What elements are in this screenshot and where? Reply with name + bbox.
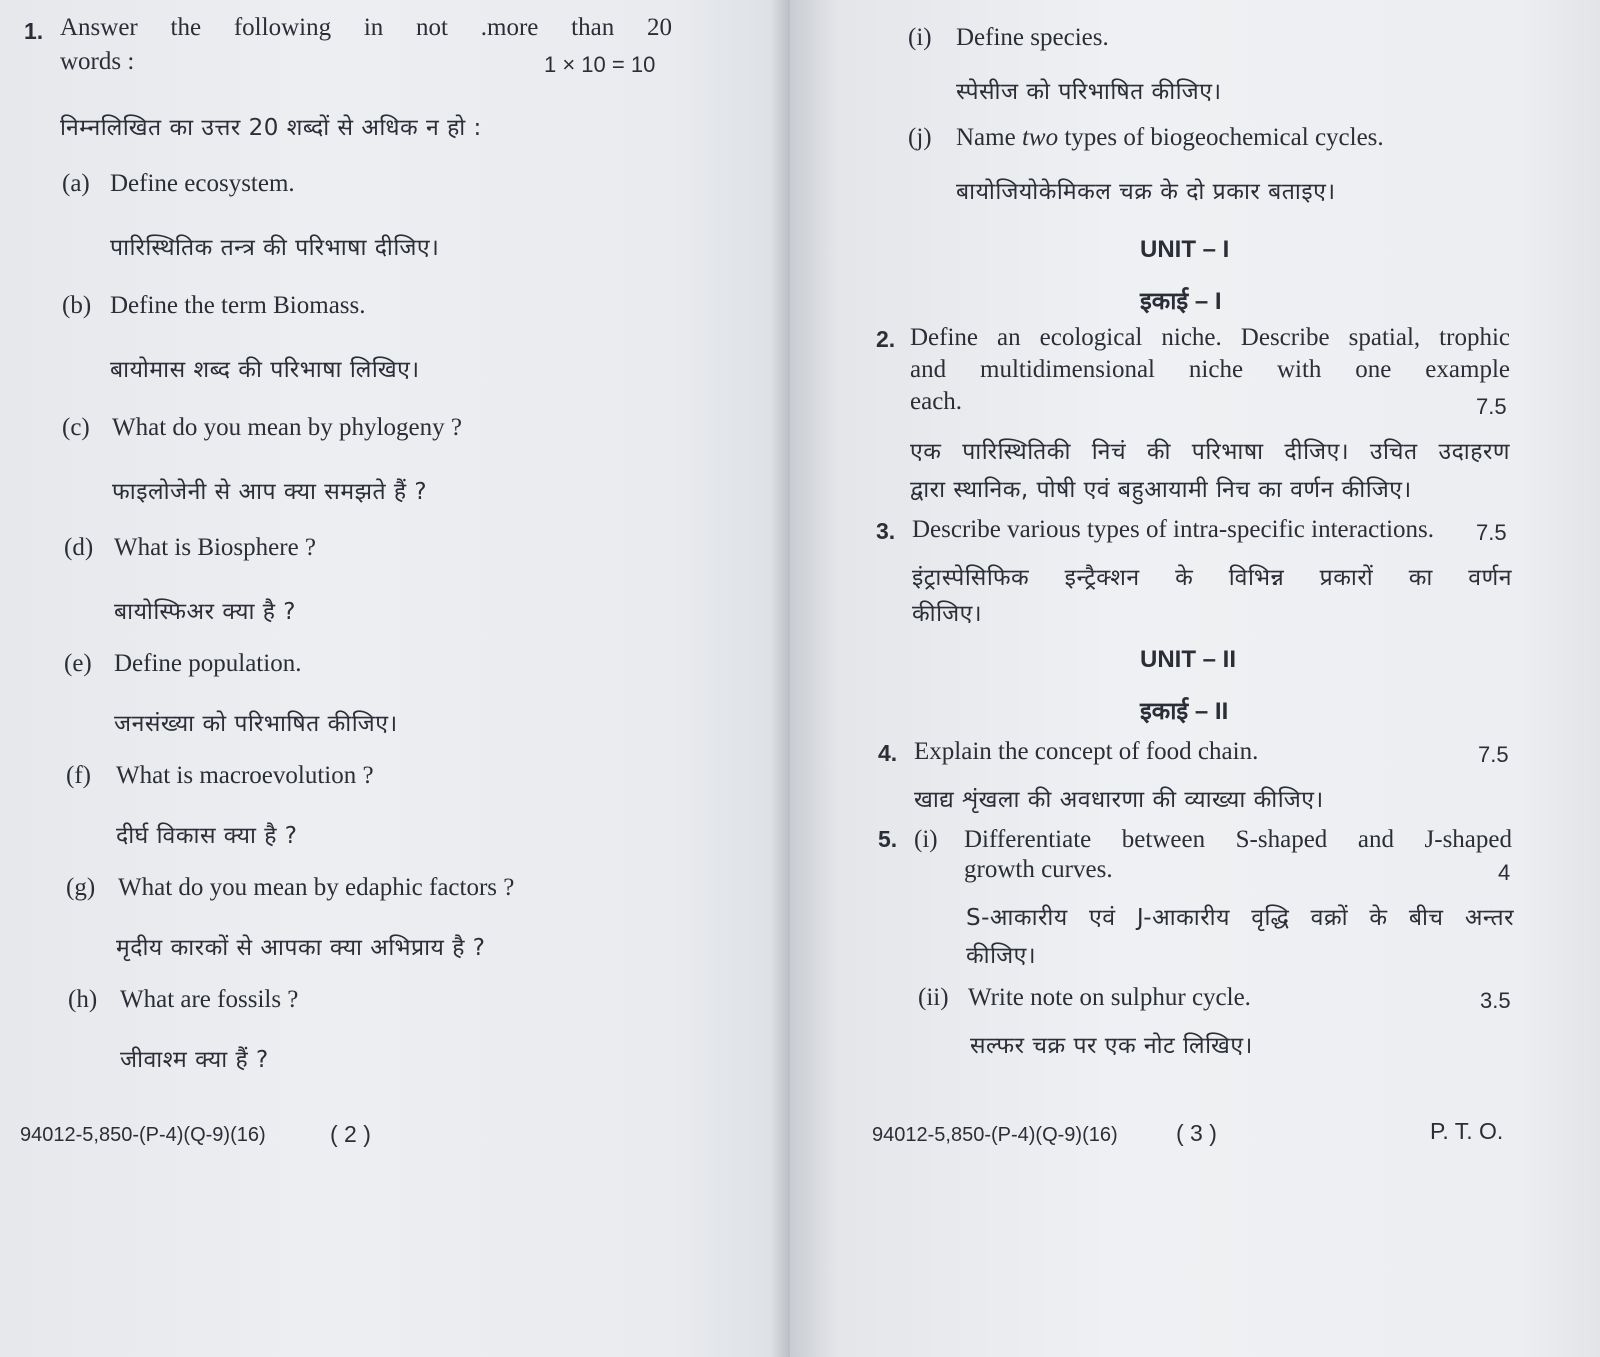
item-text: Define the term Biomass. [110,292,366,319]
item-text-hindi: बायोस्फिअर क्या है ? [114,599,296,625]
question-marks: 7.5 [1476,394,1507,419]
question-marks: 1 × 10 = 10 [544,52,656,77]
question-number: 1. [24,18,44,44]
item-text-part: types of biogeochemical cycles. [1058,124,1384,151]
question-marks: 3.5 [1480,988,1511,1013]
item-text-emphasis: two [1021,124,1059,151]
item-label: (e) [64,650,92,677]
question-text-hindi: एक पारिस्थितिकी निचं की परिभाषा दीजिए। उचित उदाहरण [910,439,1510,465]
footer-pto: P. T. O. [1430,1118,1504,1144]
item-label: (f) [66,762,91,789]
footer-page-number: ( 3 ) [1176,1120,1217,1146]
question-number: 3. [876,518,896,544]
left-page [0,0,790,1357]
question-text-hindi-continued: कीजिए। [912,601,983,627]
footer-paper-code: 94012-5,850-(P-4)(Q-9)(16) [20,1124,266,1146]
question-text-continued: words : [60,48,135,75]
right-page [790,0,1600,1357]
item-text-hindi: बायोमास शब्द की परिभाषा लिखिए। [110,357,420,383]
item-text-hindi: पारिस्थितिक तन्त्र की परिभाषा दीजिए। [110,235,440,261]
question-text: Write note on sulphur cycle. [968,984,1251,1011]
question-text-continued: growth curves. [964,856,1113,883]
question-text-hindi-continued: कीजिए। [966,943,1037,969]
question-text-hindi: S-आकारीय एवं J-आकारीय वृद्धि वक्रों के बीच अन्तर [966,905,1514,931]
item-label: (d) [64,534,94,561]
unit-heading-hindi: इकाई – II [1140,698,1229,725]
question-number: 5. [878,826,898,852]
question-marks: 7.5 [1476,520,1507,545]
item-text-hindi: बायोजियोकेमिकल चक्र के दो प्रकार बताइए। [956,179,1336,205]
question-text: Differentiate between S-shaped and J-shaped [964,826,1512,853]
item-label: (c) [62,414,90,441]
question-text: Describe various types of intra-specific interactions. [912,516,1435,543]
question-text-hindi: निम्नलिखित का उत्तर 20 शब्दों से अधिक न हो : [60,115,482,141]
question-text-hindi-continued: द्वारा स्थानिक, पोषी एवं बहुआयामी निच का वर्णन कीजिए। [910,477,1412,503]
item-text-hindi: फाइलोजेनी से आप क्या समझते हैं ? [112,479,428,505]
item-text-hindi: स्पेसीज को परिभाषित कीजिए। [956,79,1222,105]
item-text-hindi: जीवाश्म क्या हैं ? [120,1047,269,1073]
item-label: (g) [66,874,96,901]
question-number: 2. [876,326,896,352]
item-text: Define ecosystem. [110,170,295,197]
item-label: (i) [908,24,932,51]
item-text-hindi: मृदीय कारकों से आपका क्या अभिप्राय है ? [116,935,486,961]
question-text-hindi: खाद्य शृंखला की अवधारणा की व्याख्या कीजिए। [914,787,1324,813]
item-text: What do you mean by edaphic factors ? [118,874,515,901]
item-text: What is Biosphere ? [114,534,317,561]
question-text: Define an ecological niche. Describe spatial, trophic [910,324,1510,351]
question-marks: 7.5 [1478,742,1509,767]
unit-heading: UNIT – II [1140,646,1237,673]
item-text: What do you mean by phylogeny ? [112,414,462,441]
question-text-continued: each. [910,388,963,415]
unit-heading-hindi: इकाई – I [1140,288,1222,315]
item-text [956,124,1384,152]
question-text-continued: and multidimensional niche with one example [910,356,1510,383]
question-text: Answer the following in not .more than 20 [60,14,672,41]
item-label: (b) [62,292,92,319]
question-text-hindi: सल्फर चक्र पर एक नोट लिखिए। [970,1033,1253,1059]
item-label: (j) [908,124,932,151]
item-text-part: Name [956,124,1022,151]
item-text-hindi: दीर्घ विकास क्या है ? [116,823,298,849]
item-text-hindi: जनसंख्या को परिभाषित कीजिए। [114,711,398,737]
footer-page-number: ( 2 ) [330,1121,371,1147]
question-number: 4. [878,740,898,766]
item-text: Define population. [114,650,302,677]
item-text: What are fossils ? [120,986,299,1013]
item-text: What is macroevolution ? [116,762,374,789]
question-text-hindi: इंट्रास्पेसिफिक इन्ट्रैक्शन के विभिन्न प्रकारों का वर्णन [912,565,1512,591]
item-label: (a) [62,170,90,197]
footer-paper-code: 94012-5,850-(P-4)(Q-9)(16) [872,1124,1118,1146]
subquestion-label: (ii) [918,984,949,1011]
question-text: Explain the concept of food chain. [914,738,1259,765]
unit-heading: UNIT – I [1140,236,1230,263]
item-label: (h) [68,986,98,1013]
subquestion-label: (i) [914,826,938,853]
question-marks: 4 [1498,860,1511,885]
item-text: Define species. [956,24,1109,51]
